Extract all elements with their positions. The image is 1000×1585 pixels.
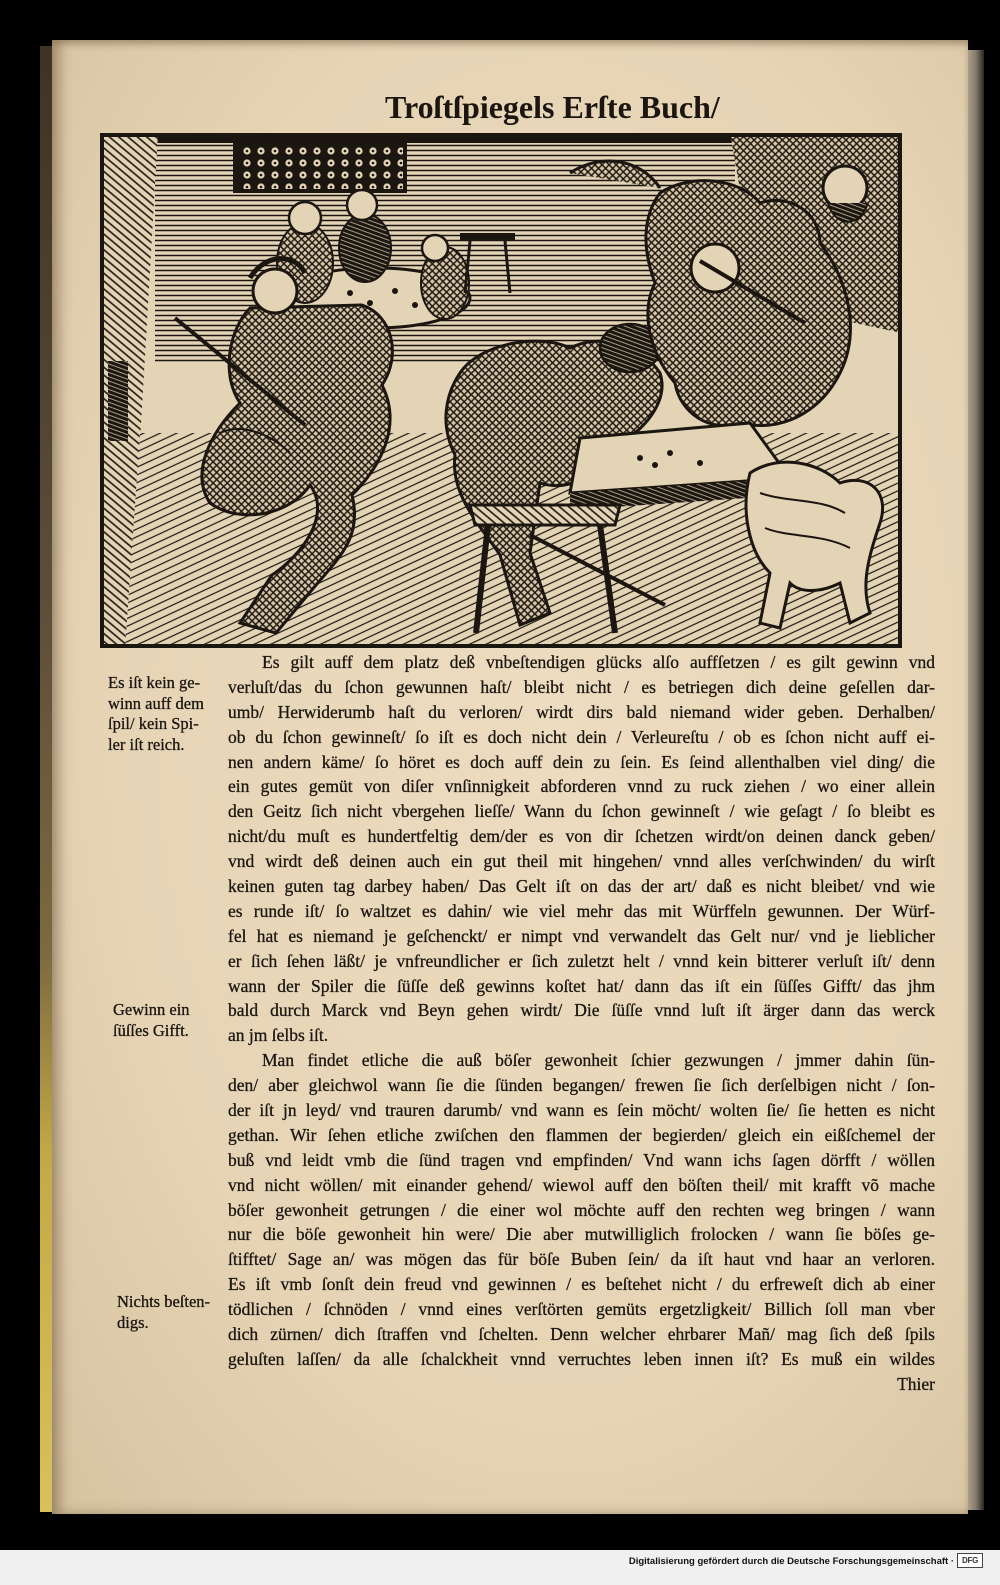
margin-note-line: Gewinn ein bbox=[113, 1000, 190, 1019]
footer-separator: · bbox=[950, 1556, 954, 1567]
text-line: nur die böſe gewonheit hin were/ Die aber mutwilliglich frolocken / wann ſie böſes ge- bbox=[228, 1224, 935, 1245]
text-line: nen andern käme/ ſo höret es doch auff dein zu ſein. Es ſeind allenthalben viel ding/ die bbox=[228, 751, 935, 772]
body-text bbox=[228, 650, 935, 1397]
text-line: keinen guten tag darbey haben/ Das Gelt iſt on das der art/ daß es nicht bleibet/ vnd wie bbox=[228, 876, 935, 897]
text-line: Man findet etliche die auß böſer gewonheit ſchier gezwungen / jmmer dahin ſün- bbox=[262, 1050, 935, 1071]
text-line: böſer gewonheit getrungen / die einer wol möchte auff den rechten weg bringen / wann bbox=[228, 1199, 935, 1220]
woodcut-window bbox=[235, 145, 405, 191]
text-line: vnd nicht wöllen/ mit einander gehend/ wiewol auff den böſten theil/ mit krafft võ mache bbox=[228, 1174, 935, 1195]
funding-note-text: Digitalisierung gefördert durch die Deutsche Forschungsgemeinschaft bbox=[628, 1556, 949, 1567]
margin-note-line: winn auff dem bbox=[108, 693, 204, 713]
footer-bar bbox=[0, 1550, 1000, 1585]
woodcut-illustration bbox=[100, 133, 902, 648]
text-line: ob du ſchon gewinneſt/ ſo iſt es doch nicht dein / Verleureſtu / ob es ſchon nicht auff ei- bbox=[228, 726, 935, 747]
text-line: nicht/du muſt es hundertfeltig dem/der es von dir ſchetzen wirdt/on deinen danck geben/ bbox=[228, 826, 935, 847]
text-line: umb/ Herwiderumb haſt du verloren/ wirdt dirs bald niemand wider geben. Derhalben/ bbox=[228, 701, 935, 722]
book-page bbox=[52, 40, 968, 1514]
woodcut-wall-lantern bbox=[108, 361, 128, 441]
text-line: vnd wirdt deß deinen auch ein gut theil mit hingehen/ vnnd alles verſchwinden/ du wirſt bbox=[228, 851, 935, 872]
text-line: buß vnd leidt vmb die ſünd tragen vnd empfinden/ Vnd wann ichs ſagen dörfft / wöllen bbox=[228, 1149, 935, 1170]
running-head: Troſtſpiegels Erſte Buch/ bbox=[385, 89, 720, 125]
text-line: den/ aber gleichwol wann ſie die ſünden begangen/ frewen ſie ſich derſelbigen nicht / ſon- bbox=[228, 1075, 935, 1096]
text-line: tödlichen / ſchnöden / vnnd eines verſtörten gemüts ergetzligkeit/ Billich ſoll man vber bbox=[228, 1299, 935, 1320]
margin-note-line: digs. bbox=[117, 1312, 149, 1332]
text-line: verluſt/das du ſchon gewunnen haſt/ bleibt nicht / es betriegen dich deine geſellen dar- bbox=[228, 676, 935, 697]
margin-note-line: ſüſſes Gifft. bbox=[113, 1020, 189, 1040]
text-line: gethan. Wir ſehen etliche zwiſchen den flammen der begierden/ gleich ein eißſchemel der bbox=[228, 1124, 935, 1145]
margin-note bbox=[108, 673, 204, 755]
text-line: den Geitz ſich nicht vbergehen lieſſe/ Wann du ſchon gewinneſt / wie geſagt / ſo bleibt es bbox=[228, 801, 935, 822]
margin-note bbox=[113, 1000, 190, 1041]
text-line: geluſten laſſen/ da alle ſchalckheit vnnd verruchtes leben innen iſt? Es muß ein wildes bbox=[228, 1348, 935, 1369]
text-line: bald durch Marck vnd Beyn gehen wirdt/ Die ſüſſe vnnd luſt iſt ärger dann das werck bbox=[228, 1000, 935, 1021]
text-line: wann der Spiler die ſüſſe deß gewinns koſtet hat/ dann das iſt ein ſüſſes Gifft/ das jhm bbox=[228, 975, 935, 996]
text-line: dich zürnen/ dich ſtraffen vnd ſchelten. Denn welcher ehrbarer Mañ/ mag ſich deß ſpils bbox=[228, 1324, 935, 1345]
catchword: Thier bbox=[897, 1373, 935, 1394]
text-line: Es gilt auff dem platz deß vnbeſtendigen glücks alſo auffſetzen / es gilt gewinn vnd bbox=[262, 652, 935, 672]
text-line: fel hat es niemand je geſchenckt/ er nimpt vnd verwandelt das Gelt nur/ vnd je lieblicher bbox=[228, 925, 935, 946]
margin-note-line: ſpil/ kein Spi- bbox=[108, 714, 199, 733]
margin-note-line: Nichts beſten- bbox=[117, 1292, 211, 1311]
margin-note-line: Es iſt kein ge- bbox=[108, 673, 201, 692]
text-line: ein gutes gemüt von diſer vnſinnigkeit abforderen vnnd zu ruck ziehen / wo einer allein bbox=[228, 776, 935, 797]
text-line: Es iſt vmb ſonſt dein freud vnd gewinnen / es beſtehet nicht / du erfreweſt dich ab einer bbox=[228, 1274, 935, 1295]
margin-note-line: ler iſt reich. bbox=[108, 734, 185, 754]
text-line: ſtifftet/ Sage an/ was mögen das für böſe Buben ſein/ da iſt haut vnd haar an verloren. bbox=[228, 1249, 935, 1270]
text-line: es runde iſt/ ſo waltzet es dahin/ wie viel mehr das mit Würffeln gewunnen. Der Würf- bbox=[228, 900, 935, 921]
margin-note bbox=[117, 1292, 210, 1333]
funding-note bbox=[629, 1555, 954, 1569]
text-line: der iſt jn leyd/ vnd trauren darumb/ vnd wann es ſein möcht/ wolten ſie/ ſie hetten es nicht bbox=[228, 1100, 935, 1121]
text-line: er ſich ſehen läßt/ je vnfreundlicher er ſich zuletzt helt / vnnd kein bitterer verluſt iſt/ denn bbox=[228, 950, 935, 971]
text-line: an jm ſelbs iſt. bbox=[228, 1025, 329, 1046]
dfg-logo: DFG bbox=[957, 1553, 983, 1568]
book-edge-right bbox=[966, 50, 984, 1510]
